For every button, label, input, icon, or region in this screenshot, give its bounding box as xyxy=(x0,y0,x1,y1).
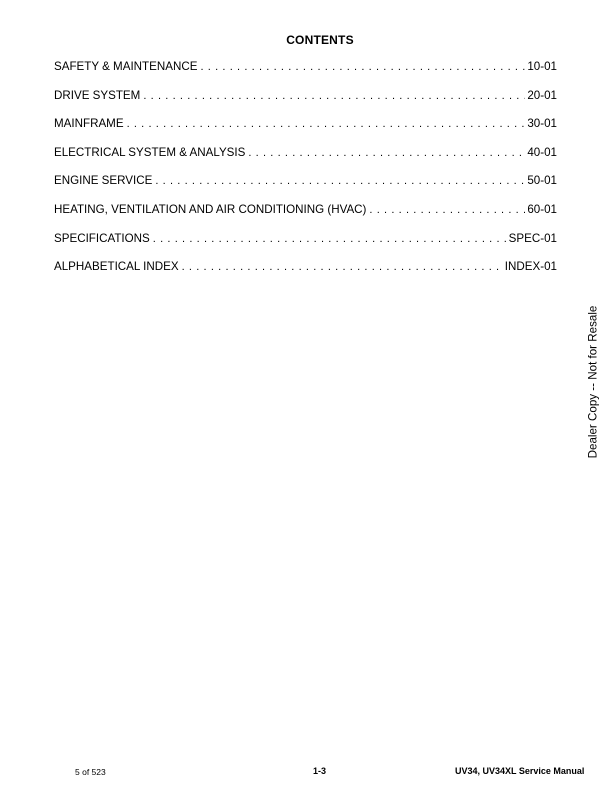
page-title: CONTENTS xyxy=(286,33,354,47)
toc-entry-label: ALPHABETICAL INDEX xyxy=(54,260,179,274)
toc-entry-label: DRIVE SYSTEM xyxy=(54,88,141,102)
toc-dot-leader xyxy=(200,61,525,73)
table-of-contents xyxy=(54,60,557,289)
toc-entry-page: 30-01 xyxy=(527,117,557,131)
toc-dot-leader xyxy=(248,147,525,159)
toc-entry-specifications[interactable] xyxy=(54,232,557,261)
toc-entry-safety-maintenance[interactable] xyxy=(54,60,557,89)
dealer-copy-watermark xyxy=(586,305,600,459)
toc-entry-engine-service[interactable] xyxy=(54,174,557,203)
toc-dot-leader xyxy=(182,261,503,273)
toc-entry-label: SPECIFICATIONS xyxy=(54,231,150,245)
toc-dot-leader xyxy=(153,233,507,245)
toc-entry-alphabetical-index[interactable] xyxy=(54,260,557,289)
toc-entry-page: 10-01 xyxy=(527,60,557,73)
toc-entry-mainframe[interactable] xyxy=(54,117,557,146)
toc-entry-page: INDEX-01 xyxy=(504,260,557,274)
toc-entry-page: 50-01 xyxy=(527,174,557,188)
toc-entry-label: MAINFRAME xyxy=(54,117,124,131)
toc-entry-page: SPEC-01 xyxy=(508,231,557,245)
toc-entry-label: ENGINE SERVICE xyxy=(54,174,153,188)
toc-entry-electrical-system[interactable] xyxy=(54,146,557,175)
toc-dot-leader xyxy=(143,90,525,102)
toc-entry-hvac[interactable] xyxy=(54,203,557,232)
toc-dot-leader xyxy=(127,118,526,130)
watermark-text: Dealer Copy -- Not for Resale xyxy=(586,305,600,459)
footer-manual-title: UV34, UV34XL Service Manual xyxy=(455,766,585,776)
footer-page-count: 5 of 523 xyxy=(75,767,106,777)
toc-dot-leader xyxy=(155,175,525,187)
toc-entry-label: SAFETY & MAINTENANCE xyxy=(54,60,198,73)
toc-entry-label: HEATING, VENTILATION AND AIR CONDITIONING (HVAC) xyxy=(54,202,367,216)
toc-entry-label: ELECTRICAL SYSTEM & ANALYSIS xyxy=(54,145,246,159)
toc-entry-page: 40-01 xyxy=(527,145,557,159)
toc-entry-drive-system[interactable] xyxy=(54,89,557,118)
footer-page-number: 1-3 xyxy=(313,766,327,776)
toc-entry-page: 60-01 xyxy=(527,202,557,216)
toc-entry-page: 20-01 xyxy=(527,88,557,102)
toc-dot-leader xyxy=(369,204,525,216)
